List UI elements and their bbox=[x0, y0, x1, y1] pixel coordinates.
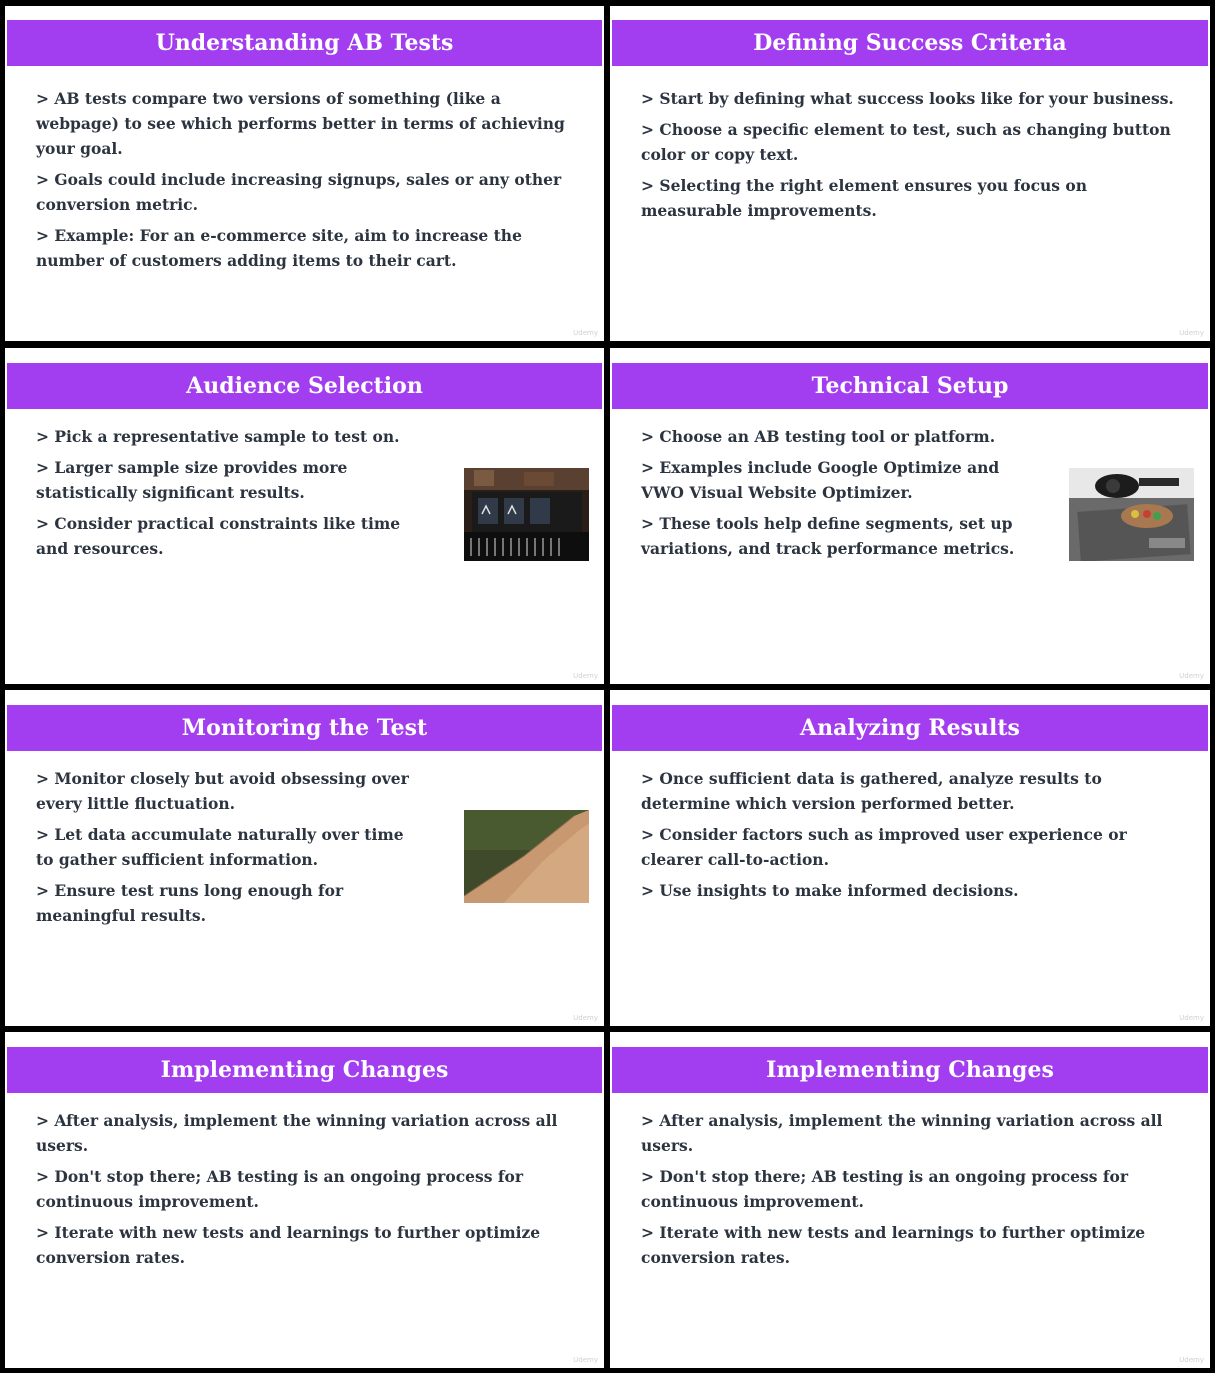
slide-title: Understanding AB Tests bbox=[7, 20, 602, 66]
bullet-item: > Pick a representative sample to test on. bbox=[36, 427, 400, 446]
watermark: Udemy bbox=[1179, 1356, 1204, 1364]
bullet-item: > Example: For an e-commerce site, aim to increase the number of customers adding items to their cart. bbox=[36, 226, 522, 270]
watermark: Udemy bbox=[573, 672, 598, 680]
bullet-list bbox=[36, 766, 426, 934]
slide-title: Technical Setup bbox=[612, 363, 1208, 409]
bullet-item: > Selecting the right element ensures you focus on measurable improvements. bbox=[641, 176, 1088, 220]
bullet-item: > Start by defining what success looks like for your business. bbox=[641, 89, 1174, 108]
bullet-item: > Don't stop there; AB testing is an ongoing process for continuous improvement. bbox=[641, 1167, 1129, 1211]
slide-analyzing-results bbox=[610, 690, 1210, 1026]
bullet-item: > Consider practical constraints like time and resources. bbox=[36, 514, 401, 558]
slide-title: Implementing Changes bbox=[7, 1047, 602, 1093]
bullet-item: > Iterate with new tests and learnings to further optimize conversion rates. bbox=[36, 1223, 541, 1267]
sand-dune-image bbox=[464, 810, 589, 903]
bullet-item: > Don't stop there; AB testing is an ongoing process for continuous improvement. bbox=[36, 1167, 524, 1211]
camera-gadgets-image bbox=[1069, 468, 1194, 561]
slide-title: Analyzing Results bbox=[612, 705, 1208, 751]
slide-audience-selection bbox=[5, 348, 604, 684]
watermark: Udemy bbox=[1179, 1014, 1204, 1022]
bullet-item: > Once sufficient data is gathered, analyze results to determine which version performed better. bbox=[641, 769, 1102, 813]
slide-title: Defining Success Criteria bbox=[612, 20, 1208, 66]
watermark: Udemy bbox=[573, 1356, 598, 1364]
watermark: Udemy bbox=[1179, 329, 1204, 337]
bullet-item: > Monitor closely but avoid obsessing over every little fluctuation. bbox=[36, 769, 409, 813]
bullet-item: > Use insights to make informed decisions. bbox=[641, 881, 1019, 900]
bullet-list bbox=[36, 86, 576, 279]
watermark: Udemy bbox=[573, 329, 598, 337]
bullet-item: > AB tests compare two versions of something (like a webpage) to see which performs better in terms of achieving your goal. bbox=[36, 89, 565, 158]
slide-implementing-changes bbox=[5, 1032, 604, 1368]
bullet-list bbox=[641, 86, 1186, 229]
slide-technical-setup bbox=[610, 348, 1210, 684]
bullet-item: > Consider factors such as improved user experience or clearer call-to-action. bbox=[641, 825, 1127, 869]
bullet-item: > Ensure test runs long enough for meaningful results. bbox=[36, 881, 344, 925]
bullet-list bbox=[641, 766, 1186, 909]
mixing-console-image bbox=[464, 468, 589, 561]
bullet-item: > After analysis, implement the winning variation across all users. bbox=[36, 1111, 558, 1155]
bullet-list bbox=[641, 424, 1031, 567]
slide-defining-success-criteria bbox=[610, 6, 1210, 341]
bullet-item: > Goals could include increasing signups, sales or any other conversion metric. bbox=[36, 170, 562, 214]
watermark: Udemy bbox=[1179, 672, 1204, 680]
bullet-item: > Iterate with new tests and learnings to further optimize conversion rates. bbox=[641, 1223, 1146, 1267]
bullet-item: > Choose an AB testing tool or platform. bbox=[641, 427, 996, 446]
bullet-item: > After analysis, implement the winning variation across all users. bbox=[641, 1111, 1163, 1155]
bullet-list bbox=[641, 1108, 1186, 1276]
slide-title: Monitoring the Test bbox=[7, 705, 602, 751]
slide-title: Implementing Changes bbox=[612, 1047, 1208, 1093]
bullet-item: > Choose a specific element to test, such as changing button color or copy text. bbox=[641, 120, 1171, 164]
bullet-list bbox=[36, 424, 426, 567]
bullet-item: > Let data accumulate naturally over time to gather sufficient information. bbox=[36, 825, 404, 869]
bullet-item: > These tools help define segments, set up variations, and track performance metrics. bbox=[641, 514, 1015, 558]
slide-understanding-ab-tests bbox=[5, 6, 604, 341]
slide-title: Audience Selection bbox=[7, 363, 602, 409]
slide-monitoring-the-test bbox=[5, 690, 604, 1026]
slide-implementing-changes-duplicate bbox=[610, 1032, 1210, 1368]
bullet-item: > Larger sample size provides more statistically significant results. bbox=[36, 458, 348, 502]
watermark: Udemy bbox=[573, 1014, 598, 1022]
bullet-item: > Examples include Google Optimize and VWO Visual Website Optimizer. bbox=[641, 458, 1000, 502]
bullet-list bbox=[36, 1108, 581, 1276]
